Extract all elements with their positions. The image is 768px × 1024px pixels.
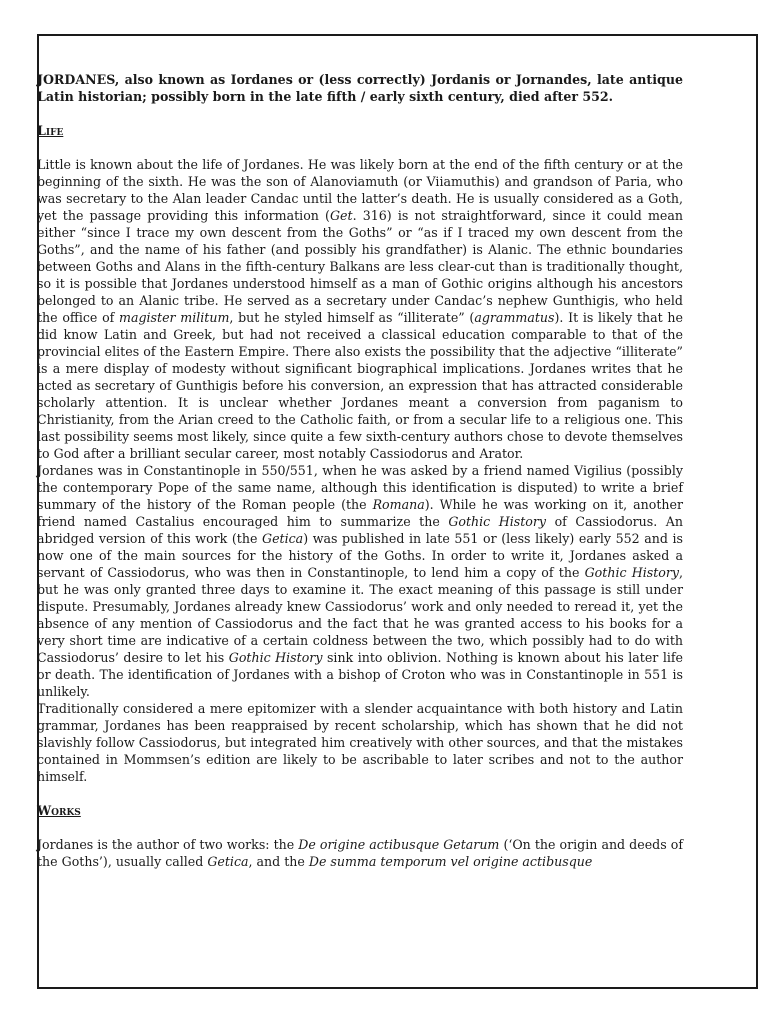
life-paragraph-1: Little is known about the life of Jordanes. He was likely born at the end of the fifth century or at the beginning of the sixth. He was the son of Alanoviamuth (or Viiamuthis) and grandson of Paria, who was secretary to the Alan leader Candac until the latter’s death. He is usually considered as a Goth, yet the passage providing this information (Get. 316) is not straightforward, since it could mean either “since I trace my own descent from the Goths” or “as if I traced my own descent from the Goths”, and the name of his father (and possibly his grandfather) is Alanic. The ethnic boundaries between Goths and Alans in the fifth-century Balkans are less clear-cut than is traditionally thought, so it is possible that Jordanes understood himself as a man of Gothic origins although his ancestors belonged to an Alanic tribe. He served as a secretary under Candac’s nephew Gunthigis, who held the office of magister militum, but he styled himself as “illiterate” (agrammatus). It is likely that he did know Latin and Greek, but had not received a classical education comparable to that of the provincial elites of the Eastern Empire. There also exists the possibility that the adjective “illiterate” is a mere display of modesty without significant biographical implications. Jordanes writes that he acted as secretary of Gunthigis before his conversion, an expression that has attracted considerable scholarly attention. It is unclear whether Jordanes meant a conversion from paganism to Christianity, from the Arian creed to the Catholic faith, or from a secular life to a religious one. This last possibility seems most likely, since quite a few sixth-century authors chose to devote themselves to God after a brilliant secular career, most notably Cassiodorus and Arator. (37, 157, 683, 461)
intro-paragraph: JORDANES, also known as Iordanes or (less correctly) Jordanis or Jornandes, late antique Latin historian; possibly born in the late fifth / early sixth century, died after 552. (37, 72, 683, 104)
section-heading-life: Life (37, 123, 64, 138)
document-body (37, 71, 683, 870)
works-paragraph-1: Jordanes is the author of two works: the De origine actibusque Getarum (‘On the origin and deeds of the Goths’), usually called Getica, and the De summa temporum vel origine actibusque (37, 837, 683, 869)
section-heading-works: Works (37, 803, 81, 818)
life-paragraph-3: Traditionally considered a mere epitomizer with a slender acquaintance with both history and Latin grammar, Jordanes has been reappraised by recent scholarship, which has shown that he did not slavishly follow Cassiodorus, but integrated him creatively with other sources, and that the mistakes contained in Mommsen’s edition are likely to be ascribable to later scribes and not to the author himself. (37, 701, 683, 784)
life-paragraph-2: Jordanes was in Constantinople in 550/551, when he was asked by a friend named Vigilius (possibly the contemporary Pope of the same name, although this identification is disputed) to write a brief summary of the history of the Roman people (the Romana). While he was working on it, another friend named Castalius encouraged him to summarize the Gothic History of Cassiodorus. An abridged version of this work (the Getica) was published in late 551 or (less likely) early 552 and is now one of the main sources for the history of the Goths. In order to write it, Jordanes asked a servant of Cassiodorus, who was then in Constantinople, to lend him a copy of the Gothic History, but he was only granted three days to examine it. The exact meaning of this passage is still under dispute. Presumably, Jordanes already knew Cassiodorus’ work and only needed to reread it, yet the absence of any mention of Cassiodorus and the fact that he was granted access to his books for a very short time are indicative of a certain coldness between the two, which possibly had to do with Cassiodorus’ desire to let his Gothic History sink into oblivion. Nothing is known about his later life or death. The identification of Jordanes with a bishop of Croton who was in Constantinople in 551 is unlikely. (37, 463, 684, 699)
spacer (37, 785, 683, 802)
